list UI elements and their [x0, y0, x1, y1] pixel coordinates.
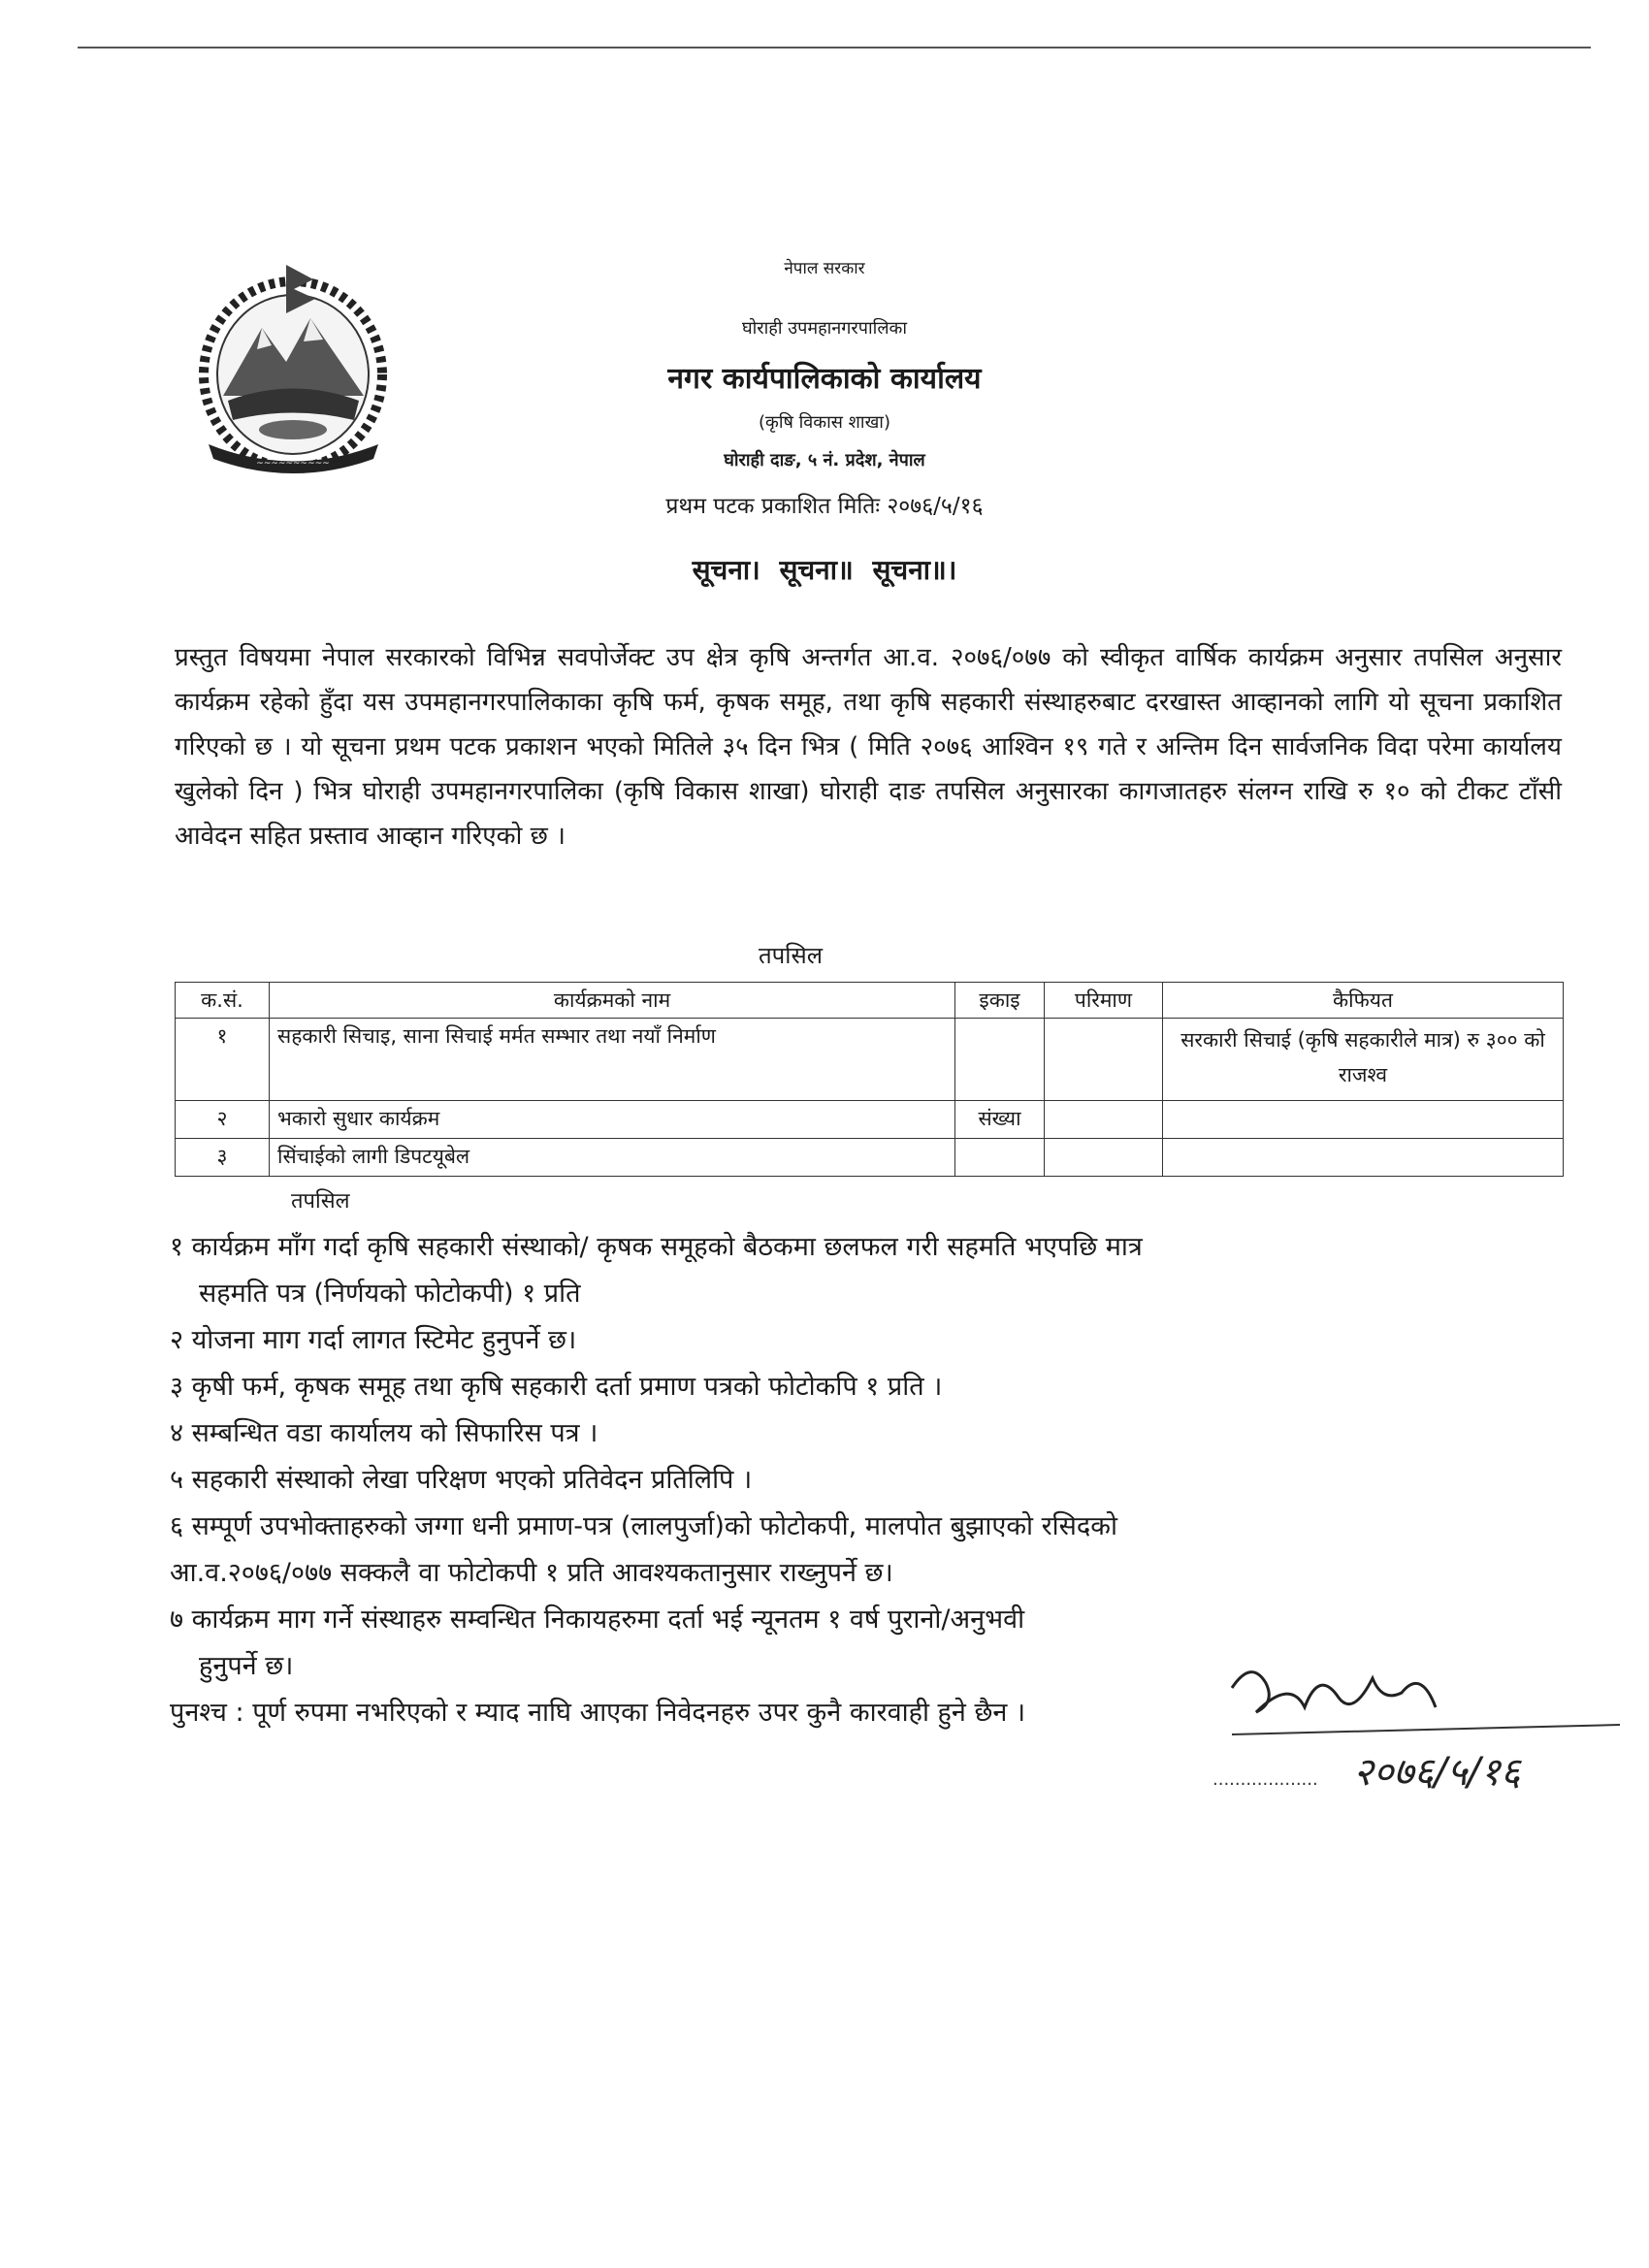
table-row — [176, 1139, 1564, 1177]
row-qty — [1045, 1139, 1163, 1177]
office-address: घोराही दाङ, ५ नं. प्रदेश, नेपाल — [724, 450, 925, 470]
row-name: सहकारी सिचाइ, साना सिचाई मर्मत सम्भार तथा नयाँ निर्माण — [270, 1019, 955, 1101]
table-row — [176, 1019, 1564, 1101]
list-item: सहमति पत्र (निर्णयको फोटोकपी) १ प्रति — [199, 1279, 581, 1309]
nepal-emblem-icon — [189, 260, 398, 483]
list-item: हुनुपर्ने छ। — [199, 1651, 294, 1681]
col-header-name: कार्यक्रमको नाम — [270, 983, 955, 1019]
municipality-name: घोराही उपमहानगरपालिका — [741, 318, 908, 339]
publish-date: प्रथम पटक प्रकाशित मितिः २०७६/५/१६ — [665, 494, 984, 519]
col-header-qty: परिमाण — [1045, 983, 1163, 1019]
col-header-remark: कैफियत — [1163, 983, 1564, 1019]
government-name: नेपाल सरकार — [784, 259, 865, 278]
table-caption: तपसिल — [758, 942, 824, 969]
row-remark — [1163, 1101, 1564, 1139]
office-title: नगर कार्यपालिकाको कार्यालय — [667, 362, 982, 396]
list-item: ३ कृषी फर्म, कृषक समूह तथा कृषि सहकारी दर्ता प्रमाण पत्रको फोटोकपि १ प्रति । — [170, 1372, 943, 1402]
list-item: २ योजना माग गर्दा लागत स्टिमेट हुनुपर्ने छ। — [170, 1325, 577, 1355]
row-sn: २ — [176, 1101, 270, 1139]
row-qty — [1045, 1101, 1163, 1139]
postscript: पुनश्च : पूर्ण रुपमा नभरिएको र म्याद नाघि आएका निवेदनहरु उपर कुनै कारवाही हुने छैन । — [170, 1698, 1026, 1728]
notice-title: सूचना। सूचना॥ सूचना॥। — [692, 554, 957, 586]
row-sn: १ — [176, 1019, 270, 1101]
notes-heading: तपसिल — [291, 1189, 350, 1214]
signature-date: २०७६/५/१६ — [1353, 1750, 1521, 1795]
row-unit — [955, 1019, 1045, 1101]
row-unit: संख्या — [955, 1101, 1045, 1139]
col-header-sn: क.सं. — [176, 983, 270, 1019]
row-sn: ३ — [176, 1139, 270, 1177]
svg-text:~~~~~~~~~~: ~~~~~~~~~~ — [256, 459, 330, 469]
list-item: ६ सम्पूर्ण उपभोक्ताहरुको जग्गा धनी प्रमाण-पत्र (लालपुर्जा)को फोटोकपी, मालपोत बुझाएको रसिदको — [170, 1511, 1117, 1541]
row-unit — [955, 1139, 1045, 1177]
handwritten-signature — [1212, 1649, 1620, 1804]
table-row — [176, 1101, 1564, 1139]
row-qty — [1045, 1019, 1163, 1101]
svg-text:...................: ................... — [1212, 1769, 1318, 1790]
list-item: ५ सहकारी संस्थाको लेखा परिक्षण भएको प्रतिवेदन प्रतिलिपि । — [170, 1465, 753, 1495]
table-header-row — [176, 983, 1564, 1019]
list-item: आ.व.२०७६/०७७ सक्कलै वा फोटोकपी १ प्रति आवश्यकतानुसार राख्नुपर्ने छ। — [170, 1558, 893, 1588]
row-name: सिंचाईको लागी डिपटयूबेल — [270, 1139, 955, 1177]
notice-body: प्रस्तुत विषयमा नेपाल सरकारको विभिन्न सवपोर्जेक्ट उप क्षेत्र कृषि अन्तर्गत आ.व. २०७६/०७७ को स्वीकृत वार्षिक कार्यक्रम अनुसार तपसिल अनुसार कार्यक्रम रहेको हुँदा यस उपमहानगरपालिकाका कृषि फर्म, कृषक समूह, तथा कृषि सहकारी संस्थाहरुबाट दरखास्त आव्हानको लागि यो सूचना प्रकाशित गरिएको छ । यो सूचना प्रथम पटक प्रकाशन भएको मितिले ३५ दिन भित्र ( मिति २०७६ आश्विन १९ गते र अन्तिम दिन सार्वजनिक विदा परेमा कार्यालय खुलेको दिन ) भित्र घोराही उपमहानगरपालिका (कृषि विकास शाखा) घोराही दाङ तपसिल अनुसारका कागजातहरु संलग्न राखि रु १० को टीकट टाँसी आवेदन सहित प्रस्ताव आव्हान गरिएको छ । — [175, 643, 1562, 851]
branch-name: (कृषि विकास शाखा) — [759, 412, 890, 433]
list-item: ७ कार्यक्रम माग गर्ने संस्थाहरु सम्वन्धित निकायहरुमा दर्ता भई न्यूनतम १ वर्ष पुरानो/अनुभवी — [170, 1604, 1025, 1635]
list-item: १ कार्यक्रम माँग गर्दा कृषि सहकारी संस्थाको/ कृषक समूहको बैठकमा छलफल गरी सहमति भएपछि मात्र — [170, 1232, 1143, 1262]
list-item: ४ सम्बन्धित वडा कार्यालय को सिफारिस पत्र । — [170, 1418, 598, 1448]
col-header-unit: इकाइ — [955, 983, 1045, 1019]
top-rule — [78, 47, 1591, 49]
row-remark: सरकारी सिचाई (कृषि सहकारीले मात्र) रु ३०० को राजश्व — [1163, 1019, 1564, 1101]
row-remark — [1163, 1139, 1564, 1177]
program-table — [175, 982, 1564, 1177]
row-name: भकारो सुधार कार्यक्रम — [270, 1101, 955, 1139]
